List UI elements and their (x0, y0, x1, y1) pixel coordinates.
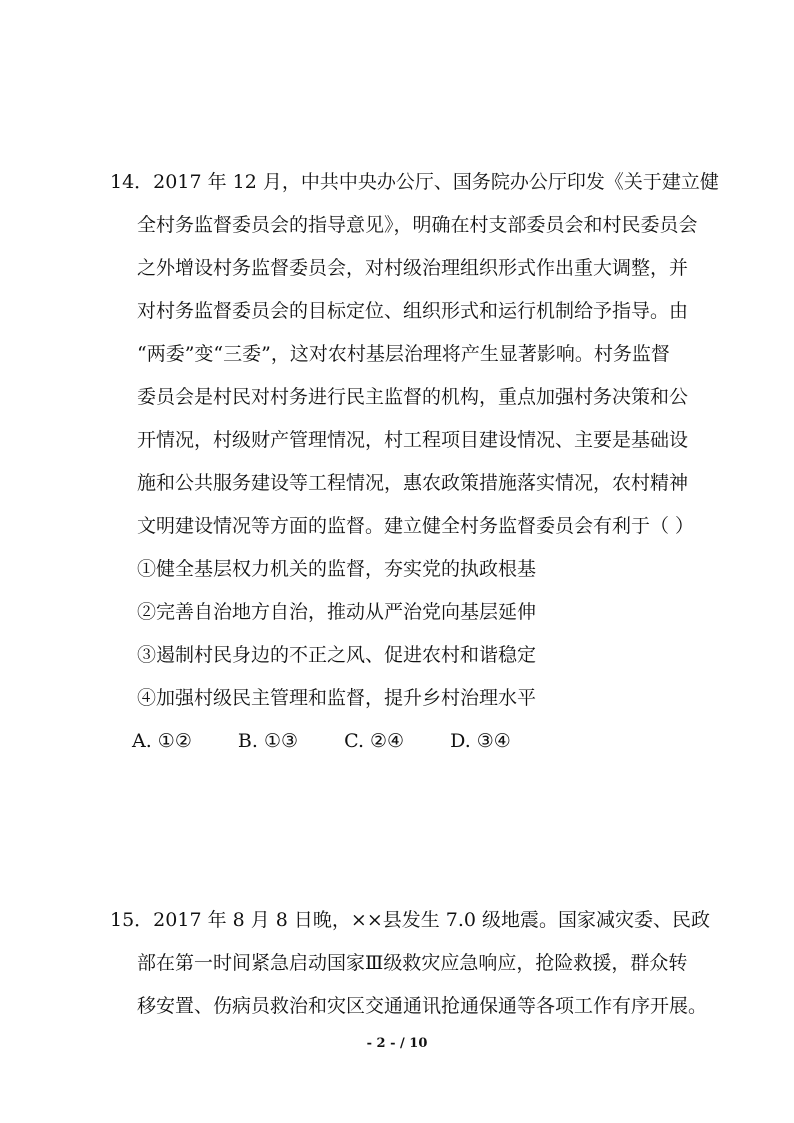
option-a: A. ①② (132, 730, 192, 752)
statement-4: ④加强村级民主管理和监督，提升乡村治理水平 (137, 687, 537, 709)
question-14-line: 对村务监督委员会的目标定位、组织形式和运行机制给予指导。由 (137, 300, 689, 322)
question-14-line: “两委”变“三委”，这对农村基层治理将产生显著影响。村务监督 (137, 343, 670, 365)
question-15-line: 15．2017 年 8 月 8 日晚，××县发生 7.0 级地震。国家减灾委、民政 (110, 909, 711, 931)
answer-options (110, 725, 690, 768)
statement-3: ③遏制村民身边的不正之风、促进农村和谐稳定 (137, 644, 537, 666)
option-b: B. ①③ (237, 730, 299, 752)
statement-1: ①健全基层权力机关的监督，夯实党的执政根基 (137, 558, 537, 580)
question-14 (110, 166, 719, 768)
question-14-line: 全村务监督委员会的指导意见》，明确在村支部委员会和村民委员会 (137, 214, 698, 236)
question-14-line: 之外增设村务监督委员会，对村级治理组织形式作出重大调整，并 (137, 257, 689, 279)
question-14-line: 施和公共服务建设等工程情况，惠农政策措施落实情况，农村精神 (137, 472, 689, 494)
page-number: - 2 - / 10 (366, 1036, 428, 1051)
question-14-line: 委员会是村民对村务进行民主监督的机构，重点加强村务决策和公 (137, 386, 689, 408)
question-14-line: 开情况，村级财产管理情况，村工程项目建设情况、主要是基础设 (137, 429, 689, 451)
question-14-line: 文明建设情况等方面的监督。建立健全村务监督委员会有利于（ ） (137, 515, 695, 537)
option-c: C. ②④ (344, 730, 405, 752)
question-15-line: 部在第一时间紧急启动国家Ⅲ级救灾应急响应，抢险救援，群众转 (137, 952, 688, 974)
question-15-line: 移安置、伤病员救治和灾区交通通讯抢通保通等各项工作有序开展。 (137, 995, 708, 1017)
question-15 (110, 904, 711, 1033)
statement-2: ②完善自治地方自治，推动从严治党向基层延伸 (137, 601, 537, 623)
question-14-line: 14．2017 年 12 月，中共中央办公厅、国务院办公厅印发《关于建立健 (110, 171, 719, 193)
option-d: D. ③④ (450, 730, 511, 752)
